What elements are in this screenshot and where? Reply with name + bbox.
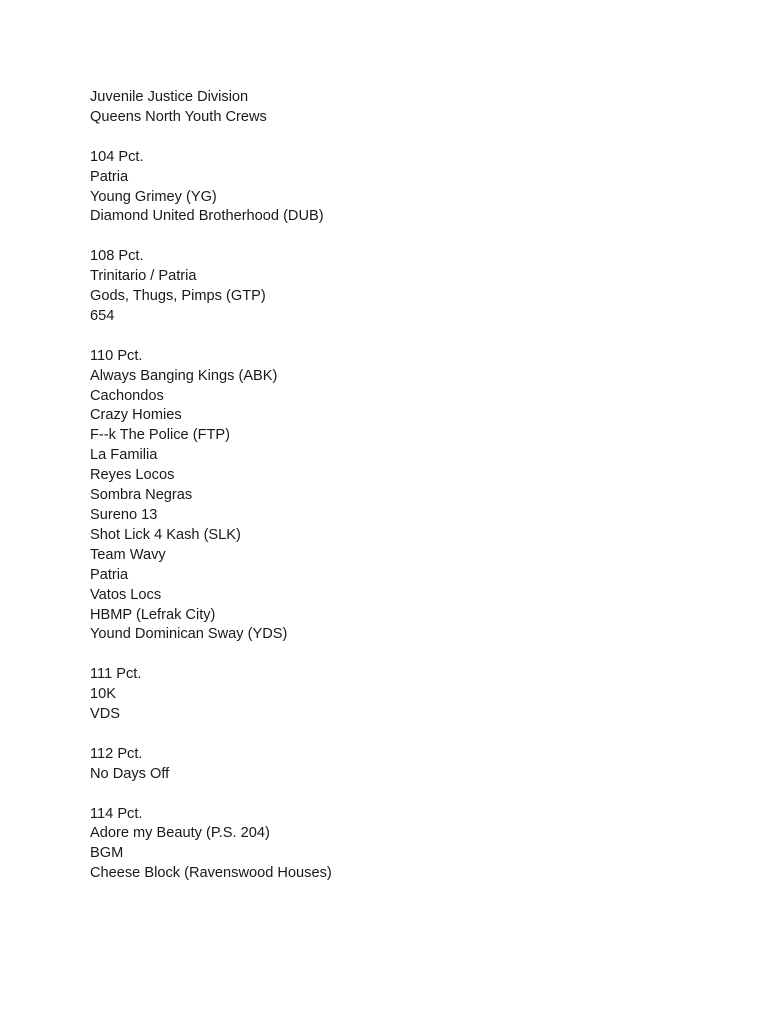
crew-item: Reyes Locos xyxy=(90,467,175,484)
crew-item: Cachondos xyxy=(90,387,164,404)
section-spacer xyxy=(90,645,730,665)
crew-item: La Familia xyxy=(90,447,158,464)
precinct-section xyxy=(90,745,730,785)
crew-item: VDS xyxy=(90,706,121,723)
precinct-heading: 108 Pct. xyxy=(90,248,144,265)
precinct-heading: 104 Pct. xyxy=(90,148,144,165)
precinct-section xyxy=(90,148,730,228)
crew-item: Sureno 13 xyxy=(90,506,158,523)
crew-item: No Days Off xyxy=(90,765,170,782)
precinct-heading: 114 Pct. xyxy=(90,805,143,822)
crew-item: Diamond United Brotherhood (DUB) xyxy=(90,208,324,225)
division-title: Juvenile Justice Division xyxy=(90,89,249,105)
precinct-heading: 110 Pct. xyxy=(90,347,143,364)
crew-item: 654 xyxy=(90,307,115,324)
crew-item: Gods, Thugs, Pimps (GTP) xyxy=(90,288,266,305)
crew-item: Team Wavy xyxy=(90,546,166,563)
section-spacer xyxy=(90,327,730,347)
crew-item: Trinitario / Patria xyxy=(90,268,197,285)
crew-item: Adore my Beauty (P.S. 204) xyxy=(90,825,270,842)
crew-item: Shot Lick 4 Kash (SLK) xyxy=(90,526,241,543)
precinct-heading: 112 Pct. xyxy=(90,745,143,762)
crew-item: Crazy Homies xyxy=(90,407,182,424)
section-spacer xyxy=(90,227,730,247)
section-spacer xyxy=(90,725,730,745)
precinct-section xyxy=(90,665,730,725)
crew-item: Vatos Locs xyxy=(90,586,162,603)
crew-item: 10K xyxy=(90,686,116,703)
document-subtitle: Queens North Youth Crews xyxy=(90,108,267,125)
section-spacer xyxy=(90,128,730,148)
crew-item: Always Banging Kings (ABK) xyxy=(90,367,278,384)
precinct-section xyxy=(90,805,730,885)
precinct-heading: 111 Pct. xyxy=(90,666,142,683)
crew-item: Cheese Block (Ravenswood Houses) xyxy=(90,865,332,882)
precinct-section xyxy=(90,247,730,327)
crew-item: BGM xyxy=(90,845,124,862)
crew-item: F--k The Police (FTP) xyxy=(90,427,231,444)
crew-item: HBMP (Lefrak City) xyxy=(90,606,216,623)
crew-item: Young Grimey (YG) xyxy=(90,188,217,205)
document-page xyxy=(90,88,730,884)
section-spacer xyxy=(90,785,730,805)
crew-item: Patria xyxy=(90,168,129,185)
crew-item: Yound Dominican Sway (YDS) xyxy=(90,626,288,643)
crew-item: Sombra Negras xyxy=(90,487,193,504)
precinct-sections xyxy=(90,128,730,884)
precinct-section xyxy=(90,347,730,646)
crew-item: Patria xyxy=(90,566,129,583)
